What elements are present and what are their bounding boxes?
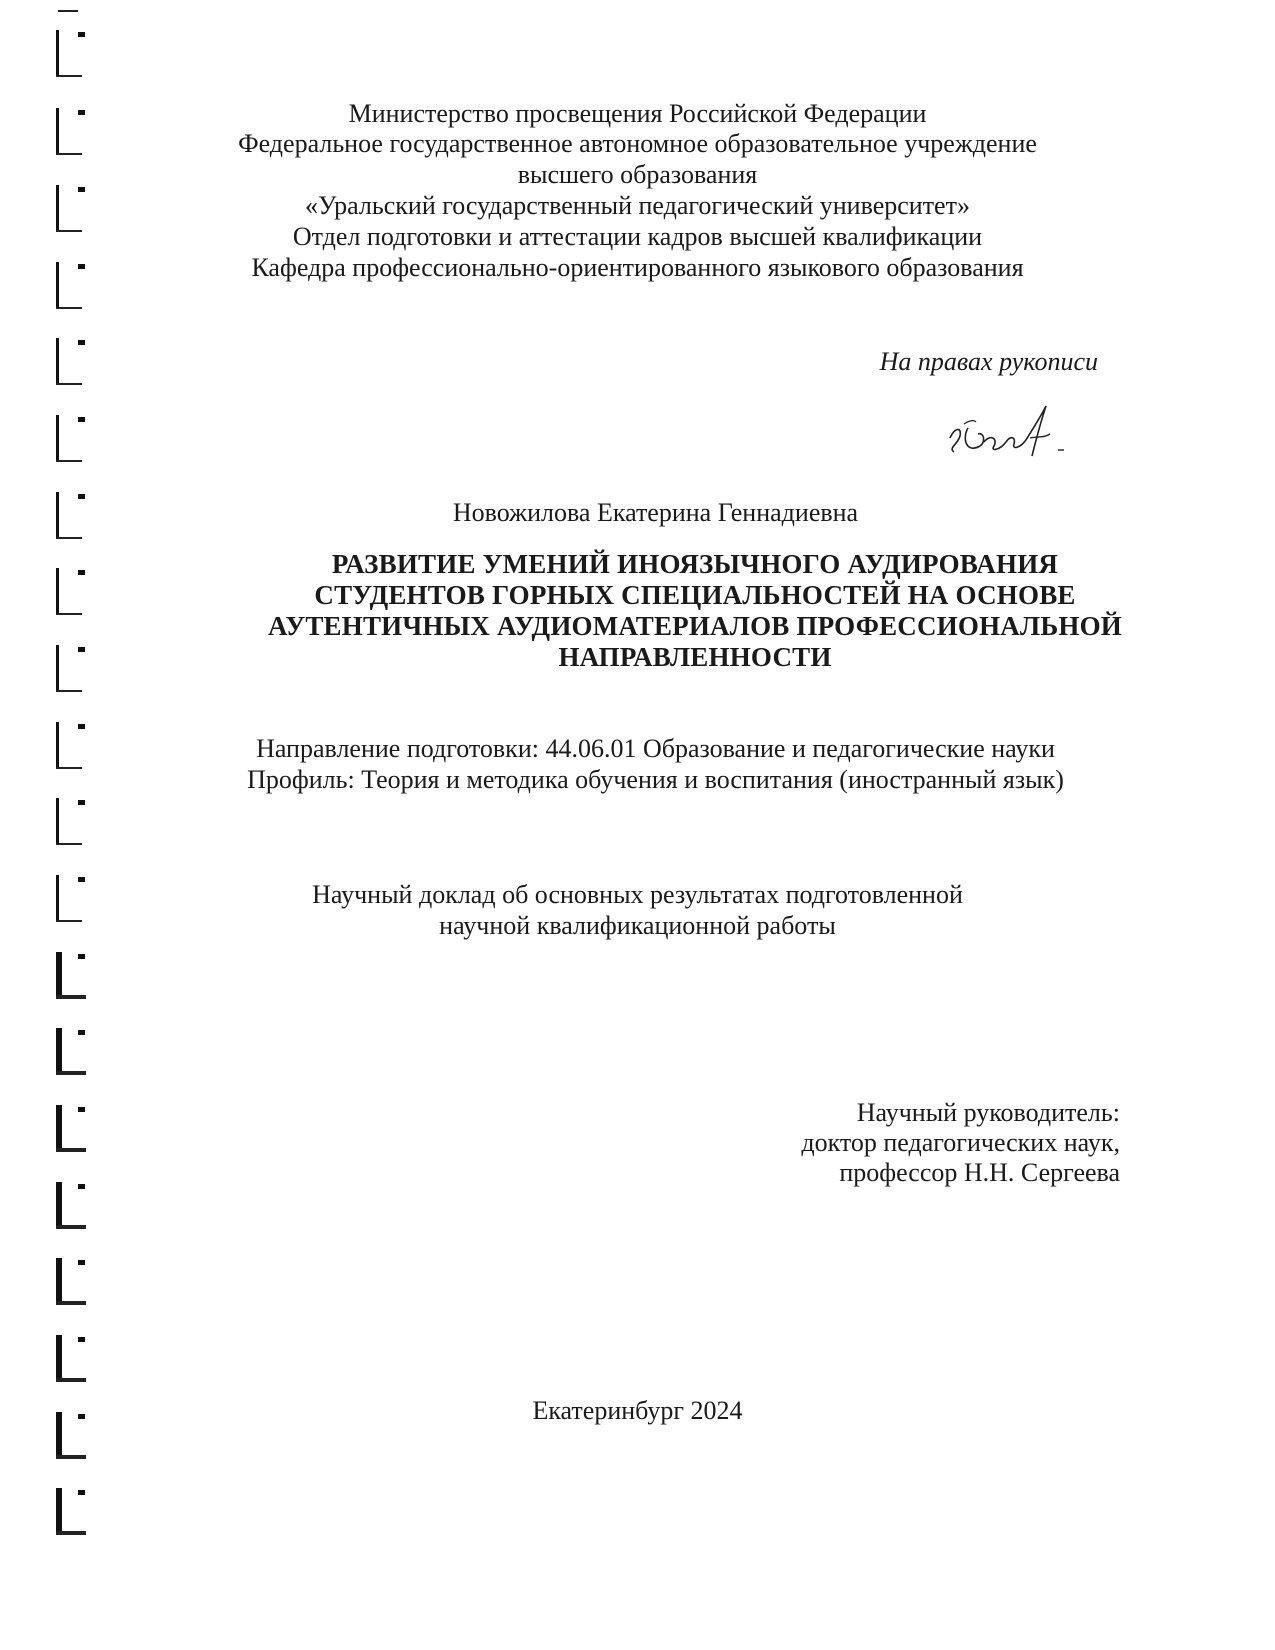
program-profile: Профиль: Теория и методика обучения и воспитания (иностранный язык) — [247, 765, 1064, 794]
manuscript-note: На правах рукописи — [879, 347, 1098, 376]
binding-mark — [56, 1182, 104, 1230]
ministry-line: Министерство просвещения Российской Федерации — [348, 99, 927, 128]
binding-dash — [58, 10, 78, 12]
report-type-line-2: научной квалификационной работы — [439, 911, 836, 940]
institution-type-line: Федеральное государственное автономное образовательное учреждение — [238, 129, 1037, 158]
supervisor-heading: Научный руководитель: — [856, 1098, 1120, 1127]
author-name: Новожилова Екатерина Геннадиевна — [452, 498, 859, 527]
title-line-4: НАПРАВЛЕННОСТИ — [558, 642, 832, 672]
binding-mark — [56, 798, 104, 846]
program-direction: Направление подготовки: 44.06.01 Образование и педагогические науки — [256, 734, 1055, 763]
education-level-line: высшего образования — [517, 160, 758, 189]
binding-mark — [56, 1335, 104, 1383]
binding-mark — [56, 645, 104, 693]
city-year: Екатеринбург 2024 — [532, 1396, 743, 1425]
supervisor-name: профессор Н.Н. Сергеева — [839, 1158, 1120, 1187]
binding-mark — [56, 415, 104, 463]
title-line-3: АУТЕНТИЧНЫХ АУДИОМАТЕРИАЛОВ ПРОФЕССИОНАЛЬНОЙ — [268, 611, 1122, 641]
signature-image — [940, 398, 1100, 468]
title-line-1: РАЗВИТИЕ УМЕНИЙ ИНОЯЗЫЧНОГО АУДИРОВАНИЯ — [331, 549, 1059, 579]
binding-mark — [56, 1028, 104, 1076]
binding-mark — [56, 952, 104, 1000]
supervisor-degree: доктор педагогических наук, — [801, 1128, 1120, 1157]
binding-mark — [56, 1488, 104, 1536]
binding-mark — [56, 338, 104, 386]
university-name-line: «Уральский государственный педагогический университет» — [305, 191, 970, 220]
binding-mark — [56, 30, 104, 78]
title-line-2: СТУДЕНТОВ ГОРНЫХ СПЕЦИАЛЬНОСТЕЙ НА ОСНОВЕ — [314, 580, 1076, 610]
report-type-line-1: Научный доклад об основных результатах подготовленной — [312, 880, 963, 909]
binding-mark — [56, 1105, 104, 1153]
binding-mark — [56, 568, 104, 616]
chair-line: Кафедра профессионально-ориентированного языкового образования — [251, 253, 1024, 282]
department-line: Отдел подготовки и аттестации кадров высшей квалификации — [292, 222, 983, 251]
binding-mark — [56, 1258, 104, 1306]
